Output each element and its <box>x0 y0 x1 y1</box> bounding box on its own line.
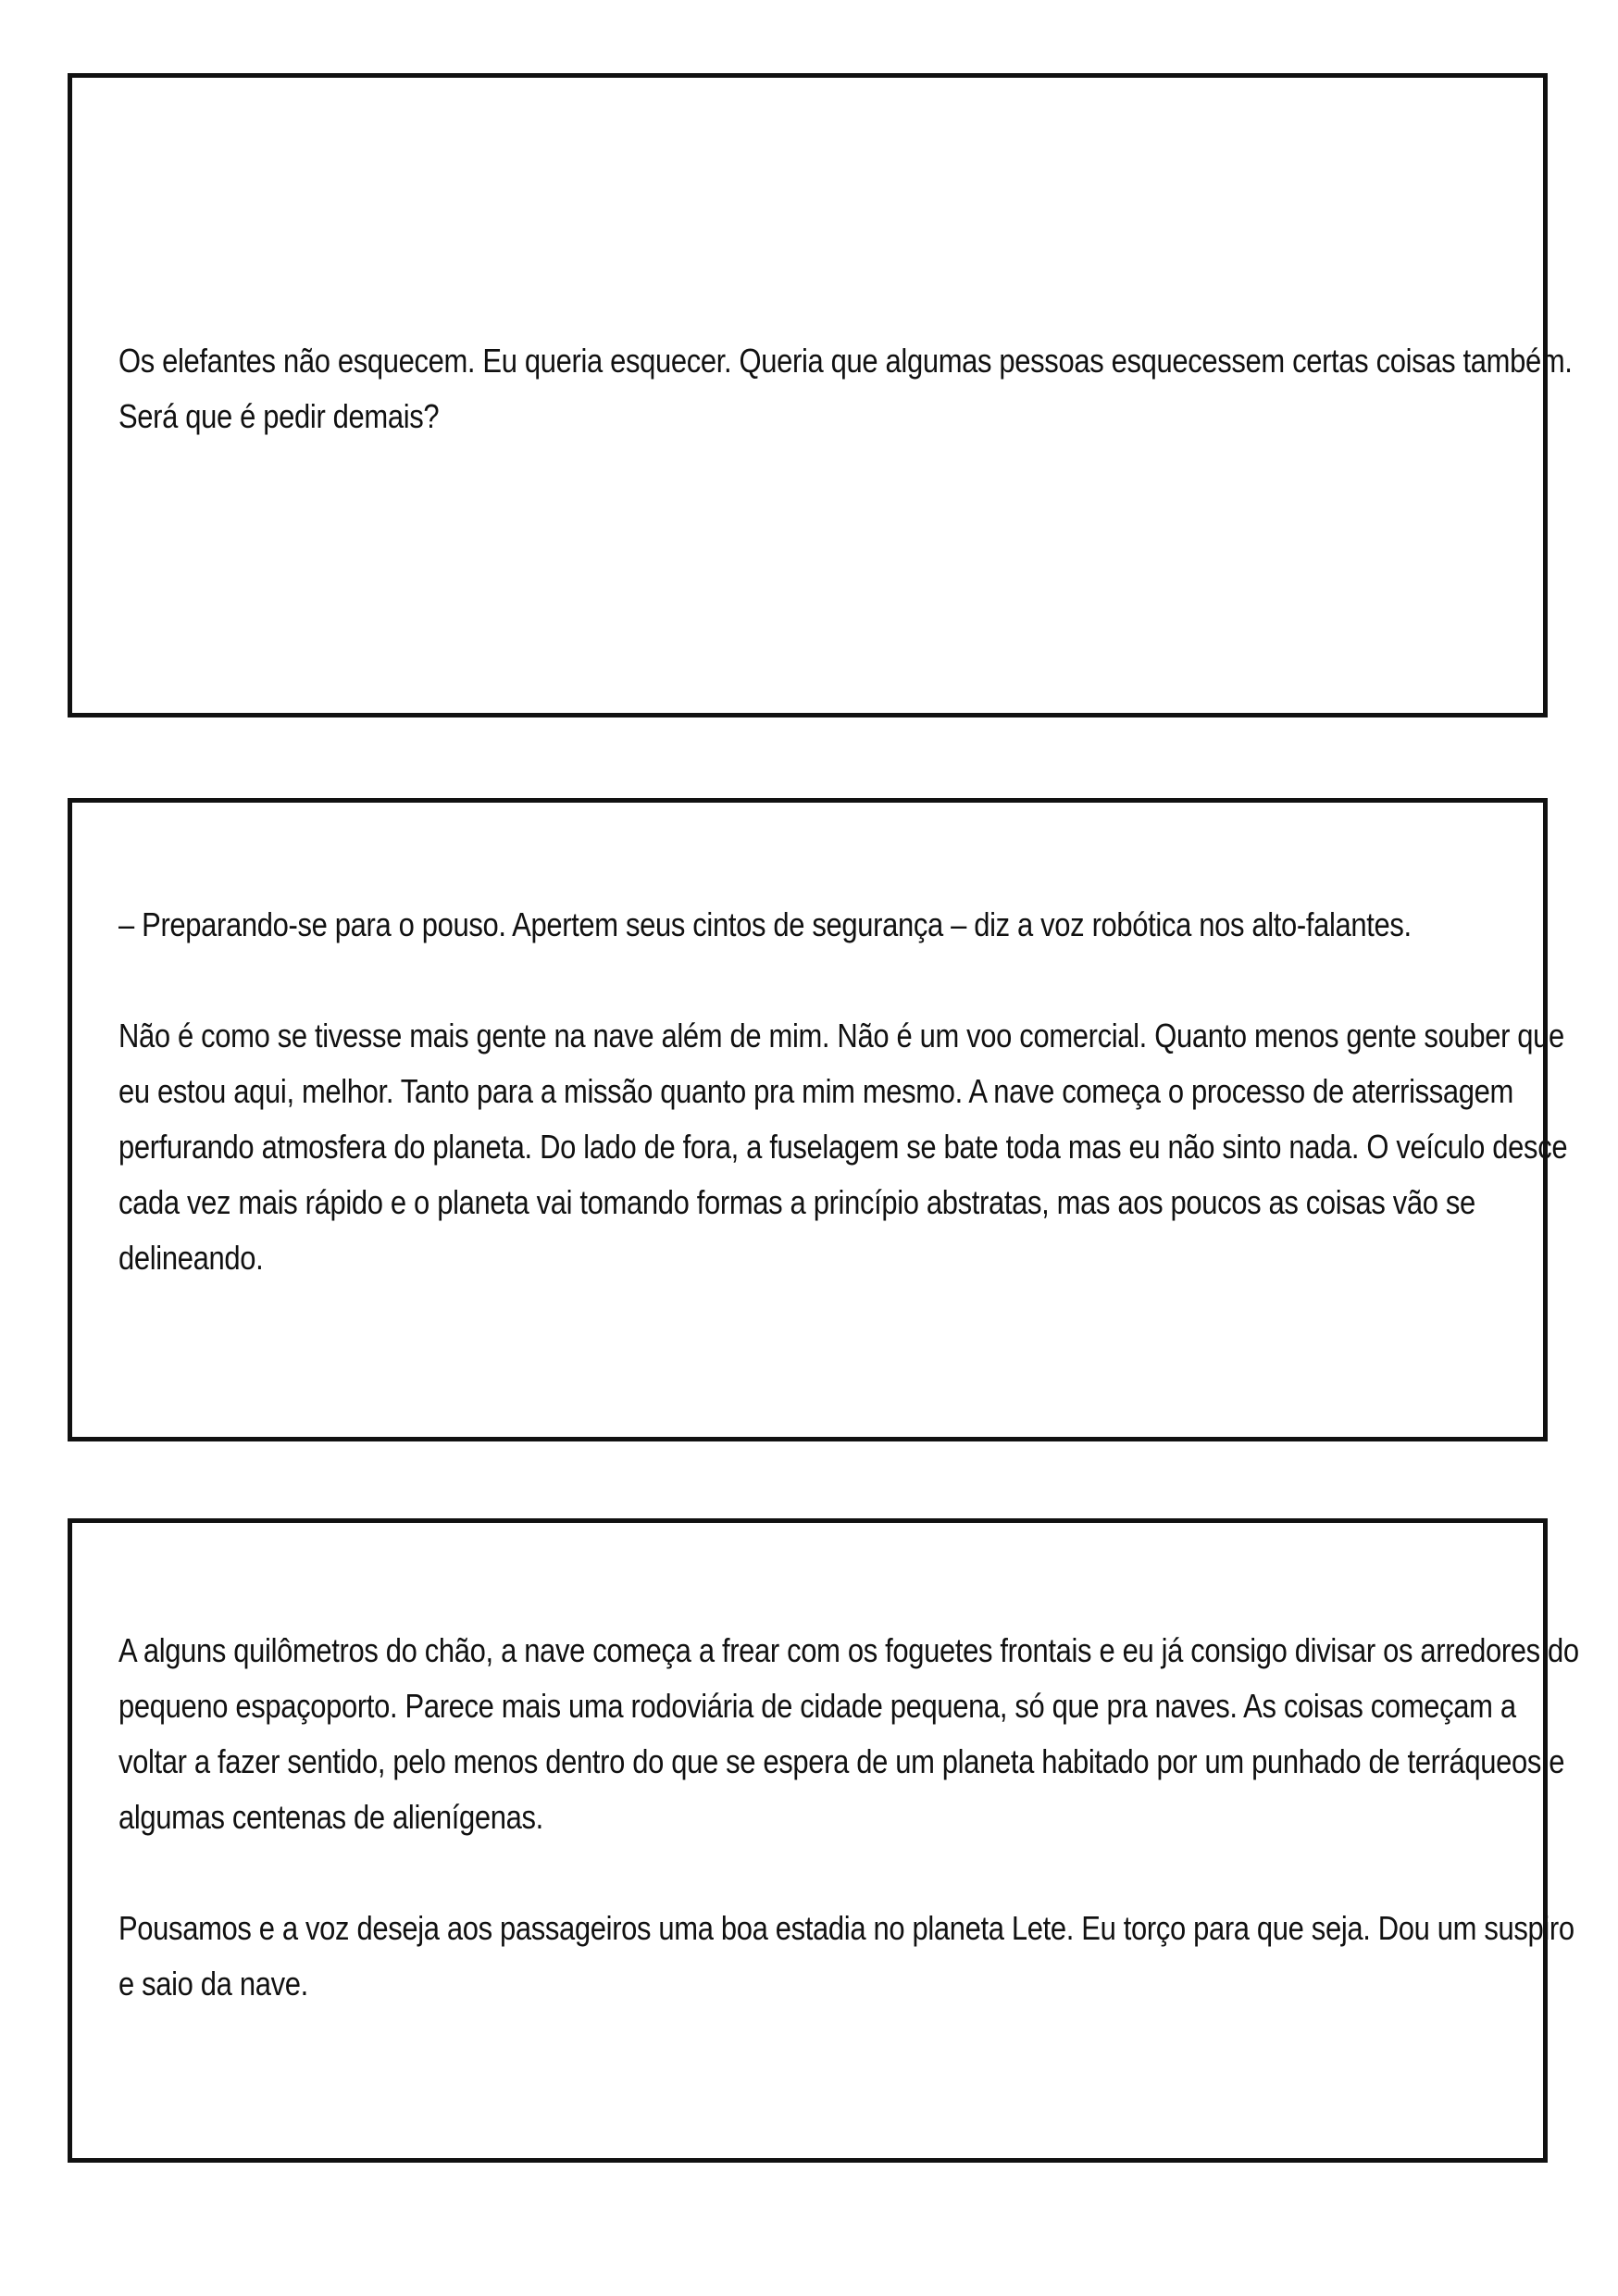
text-panel-1 <box>68 73 1573 718</box>
panel-1-text <box>118 333 1586 444</box>
panel-2-text <box>118 897 1586 1286</box>
panel-3-text <box>118 1623 1586 2012</box>
text-panel-3 <box>68 1518 1579 2163</box>
panel-2-paragraph-1: – Preparando-se para o pouso. Apertem seus cintos de segurança – diz a voz robótica nos alto-falantes. <box>118 905 1412 943</box>
panel-3-paragraph-1: A alguns quilômetros do chão, a nave começa a frear com os foguetes frontais e eu já consigo divisar os arredores do pequeno espaçoporto. Parece mais uma rodoviária de cidade pequena, só que pra naves. As coisas começam a voltar a fazer sentido, pelo menos dentro do que se espera de um planeta habitado por um punhado de terráqueos e algumas centenas de alienígenas. <box>118 1631 1579 1836</box>
text-panel-2 <box>68 798 1568 1441</box>
panel-3-paragraph-2: Pousamos e a voz deseja aos passageiros uma boa estadia no planeta Lete. Eu torço para que seja. Dou um suspiro e saio da nave. <box>118 1909 1574 2003</box>
panel-1-paragraph-1: Os elefantes não esquecem. Eu queria esquecer. Queria que algumas pessoas esquecessem certas coisas também. Será que é pedir demais? <box>118 342 1573 435</box>
panel-2-paragraph-2: Não é como se tivesse mais gente na nave além de mim. Não é um voo comercial. Quanto menos gente souber que eu estou aqui, melhor. Tanto para a missão quanto pra mim mesmo. A nave começa o processo de aterrissagem perfurando atmosfera do planeta. Do lado de fora, a fuselagem se bate toda mas eu não sinto nada. O veículo desce cada vez mais rápido e o planeta vai tomando formas a princípio abstratas, mas aos poucos as coisas vão se delineando. <box>118 1017 1568 1277</box>
